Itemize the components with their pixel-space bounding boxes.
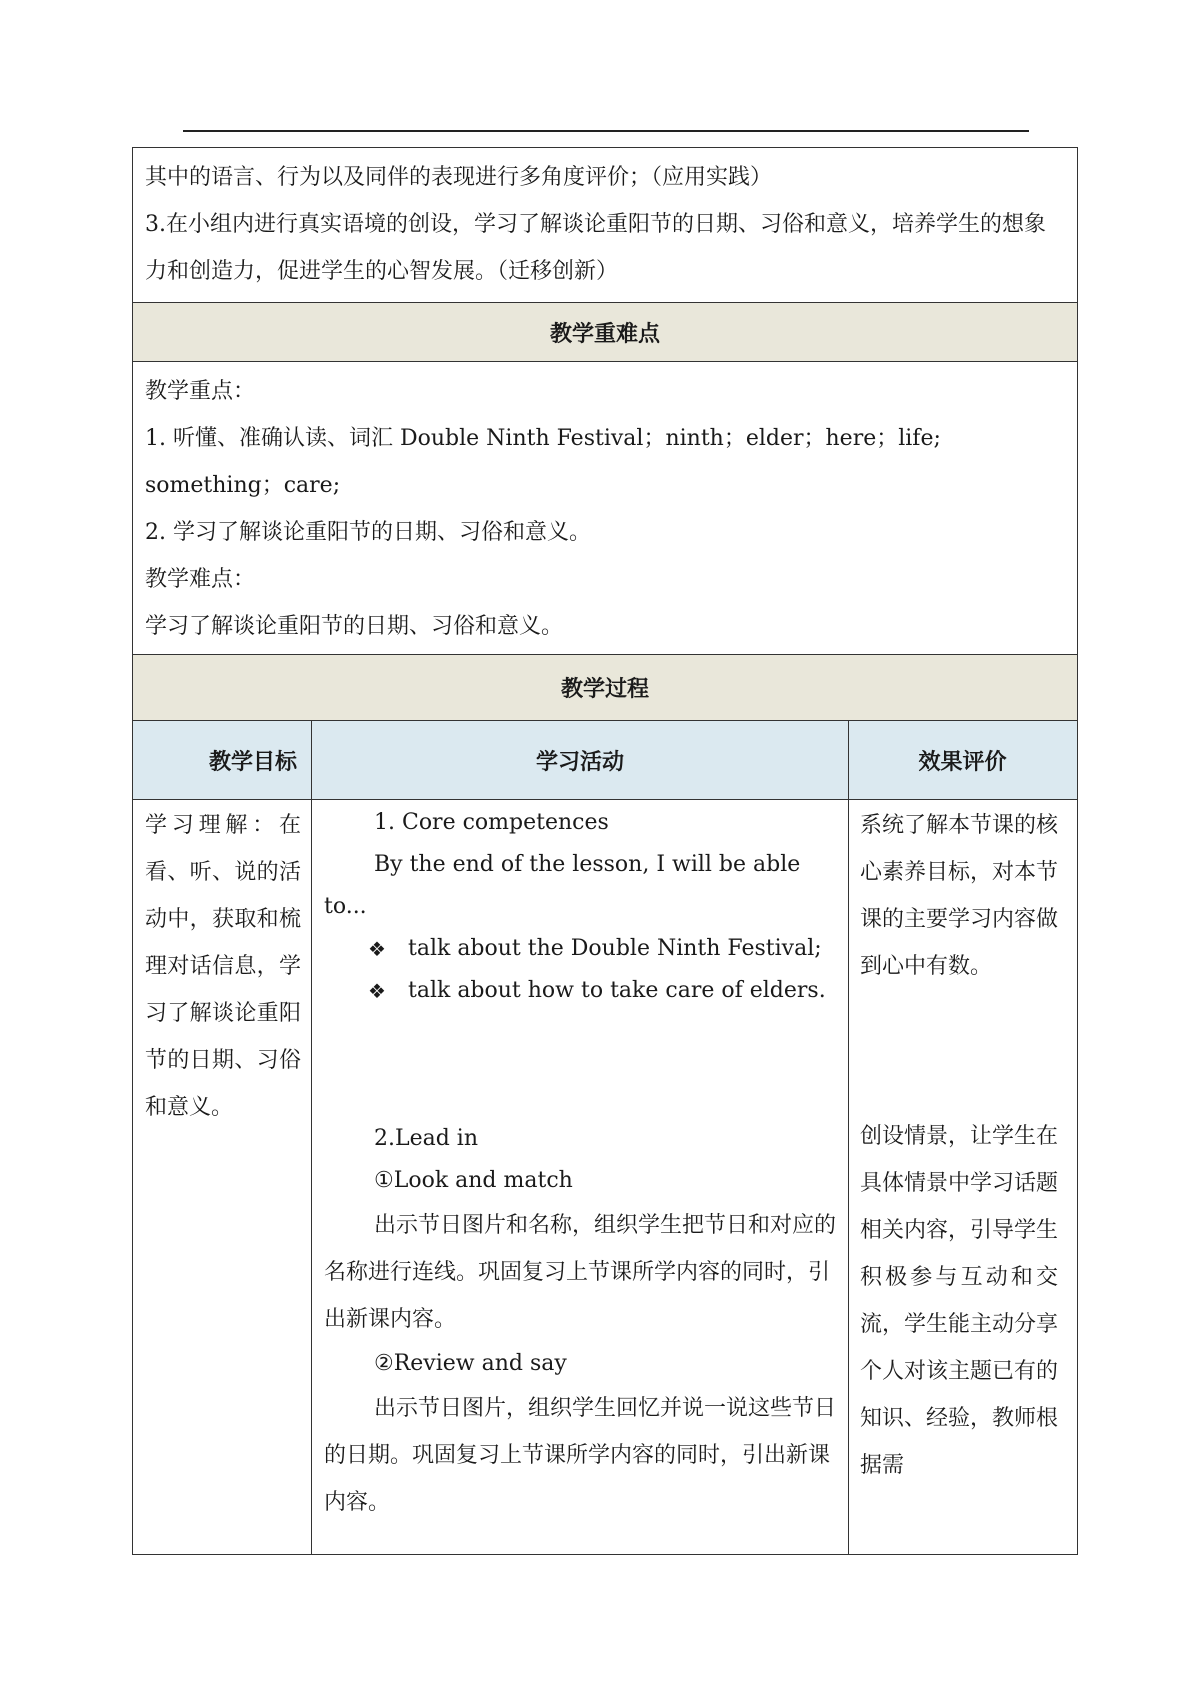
- core-bullet-2: [324, 970, 838, 1012]
- diamond-bullet-icon: ❖: [368, 937, 386, 961]
- focus-item-1: 1. 听懂、准确认读、词汇 Double Ninth Festival；ninth；elder；here；life; something；care;: [145, 426, 941, 498]
- column-header-activity: 学习活动: [312, 721, 849, 799]
- keypoints-heading: 教学重难点: [133, 303, 1077, 362]
- step-1-title: ①Look and match: [374, 1168, 573, 1193]
- keypoints-row: [133, 362, 1077, 655]
- step-2-text: 出示节日图片，组织学生回忆并说一说这些节日的日期。巩固复习上节课所学内容的同时，引出新课内容。: [324, 1396, 837, 1515]
- process-column-headers: [133, 721, 1077, 800]
- diamond-bullet-icon: ❖: [368, 979, 386, 1003]
- process-heading: 教学过程: [133, 655, 1077, 721]
- step-1-text: 出示节日图片和名称，组织学生把节日和对应的名称进行连线。巩固复习上节课所学内容的同时，引出新课内容。: [324, 1213, 837, 1332]
- keypoints-text: [133, 362, 1077, 650]
- evaluation-cell: [849, 800, 1076, 1554]
- goals-continued-row: [133, 148, 1077, 303]
- evaluation-2: 创设情景，让学生在具体情景中学习话题相关内容，引导学生积极参与互动和交流，学生能主动分享个人对该主题已有的知识、经验，教师根据需: [860, 1124, 1059, 1478]
- focus-label: 教学重点：: [145, 379, 256, 404]
- activity-cell: [312, 800, 849, 1554]
- difficulty-item-1: 学习了解谈论重阳节的日期、习俗和意义。: [145, 614, 564, 639]
- spacer: [860, 990, 1058, 1113]
- header-rule: [183, 130, 1029, 132]
- lead-in-title: 2.Lead in: [374, 1126, 479, 1151]
- step-2-title: ②Review and say: [374, 1351, 567, 1376]
- core-bullet-1: [324, 928, 838, 970]
- column-header-goal: 教学目标: [133, 721, 312, 799]
- goal-cell: 学习理解：在看、听、说的活动中，获取和梳理对话信息，学习了解谈论重阳节的日期、习俗和意义。: [133, 800, 312, 1554]
- focus-item-2: 2. 学习了解谈论重阳节的日期、习俗和意义。: [145, 520, 591, 545]
- column-header-evaluation: 效果评价: [918, 749, 1007, 775]
- difficulty-label: 教学难点：: [145, 567, 256, 592]
- lesson-plan-table: [132, 147, 1078, 1555]
- core-bullet-1-text: talk about the Double Ninth Festival;: [408, 936, 822, 961]
- goals-continued-text: [133, 148, 1077, 295]
- core-intro: By the end of the lesson, I will be able to...: [324, 852, 801, 919]
- core-bullet-2-text: talk about how to take care of elders.: [408, 978, 826, 1003]
- core-title: 1. Core competences: [374, 810, 609, 835]
- process-body-row: [133, 800, 1077, 1554]
- spacer: [324, 1012, 838, 1118]
- goals-line-2: 3.在小组内进行真实语境的创设，学习了解谈论重阳节的日期、习俗和意义，培养学生的想象力和创造力，促进学生的心智发展。（迁移创新）: [145, 212, 1046, 284]
- evaluation-1: 系统了解本节课的核心素养目标，对本节课的主要学习内容做到心中有数。: [860, 813, 1059, 979]
- goals-line-1: 其中的语言、行为以及同伴的表现进行多角度评价；（应用实践）: [145, 165, 773, 190]
